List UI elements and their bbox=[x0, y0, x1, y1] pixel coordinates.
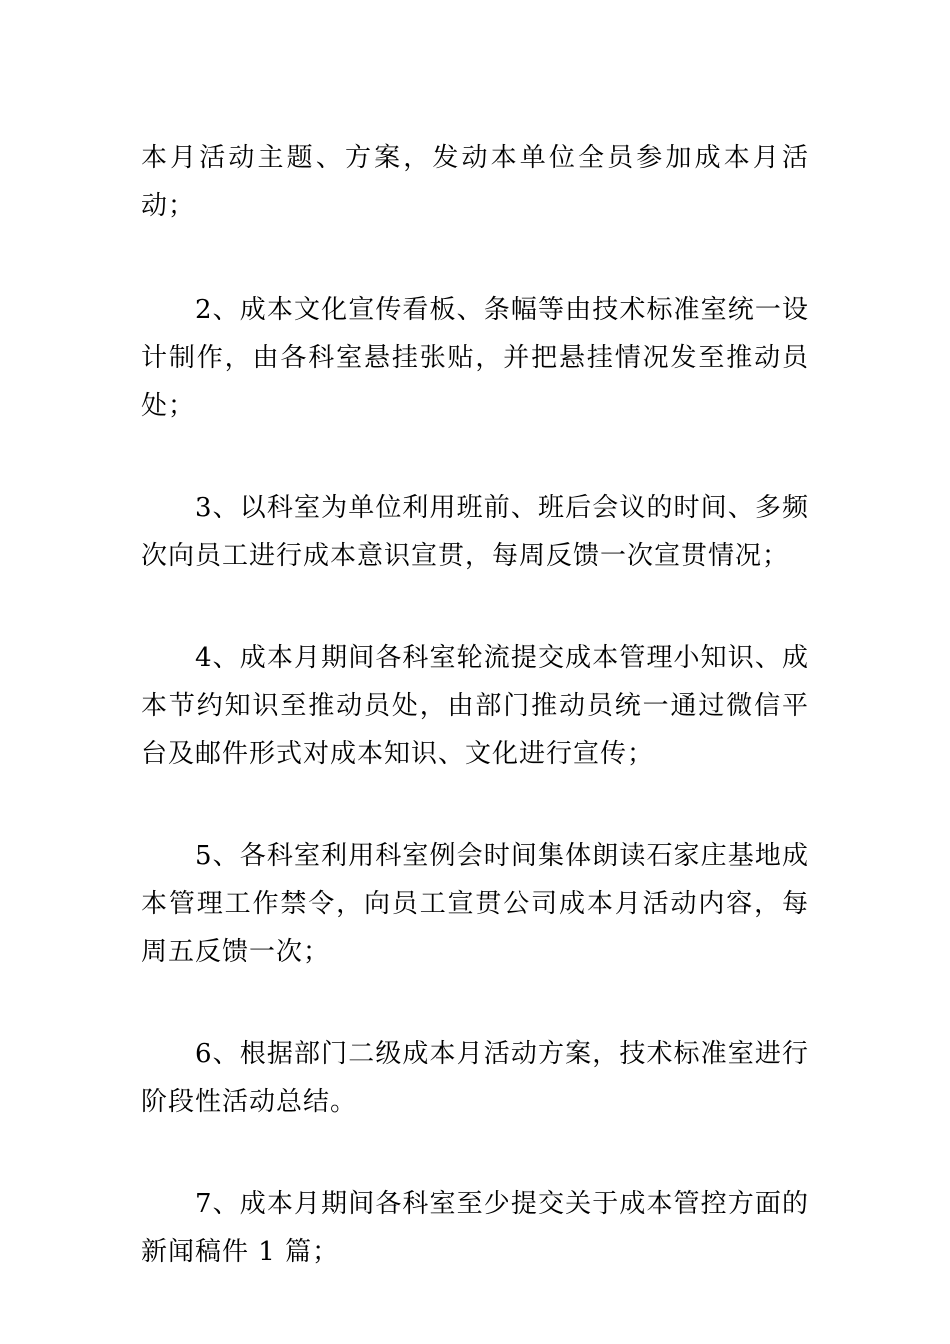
paragraph-item-4: 4、成本月期间各科室轮流提交成本管理小知识、成本节约知识至推动员处，由部门推动员统一通过微信平台及邮件形式对成本知识、文化进行宣传； bbox=[141, 643, 809, 769]
paragraph-item-2: 2、成本文化宣传看板、条幅等由技术标准室统一设计制作，由各科室悬挂张贴，并把悬挂情况发至推动员处； bbox=[141, 295, 809, 421]
paragraph-item-5: 5、各科室利用科室例会时间集体朗读石家庄基地成本管理工作禁令，向员工宣贯公司成本月活动内容，每周五反馈一次； bbox=[141, 841, 809, 967]
document-body bbox=[141, 134, 809, 1330]
paragraph-item-7: 7、成本月期间各科室至少提交关于成本管控方面的新闻稿件 1 篇； bbox=[141, 1189, 809, 1267]
paragraph-item-6: 6、根据部门二级成本月活动方案，技术标准室进行阶段性活动总结。 bbox=[141, 1039, 809, 1117]
paragraph-item-3: 3、以科室为单位利用班前、班后会议的时间、多频次向员工进行成本意识宣贯，每周反馈一次宣贯情况； bbox=[141, 493, 809, 571]
paragraph-continuation: 本月活动主题、方案，发动本单位全员参加成本月活动； bbox=[141, 143, 809, 221]
